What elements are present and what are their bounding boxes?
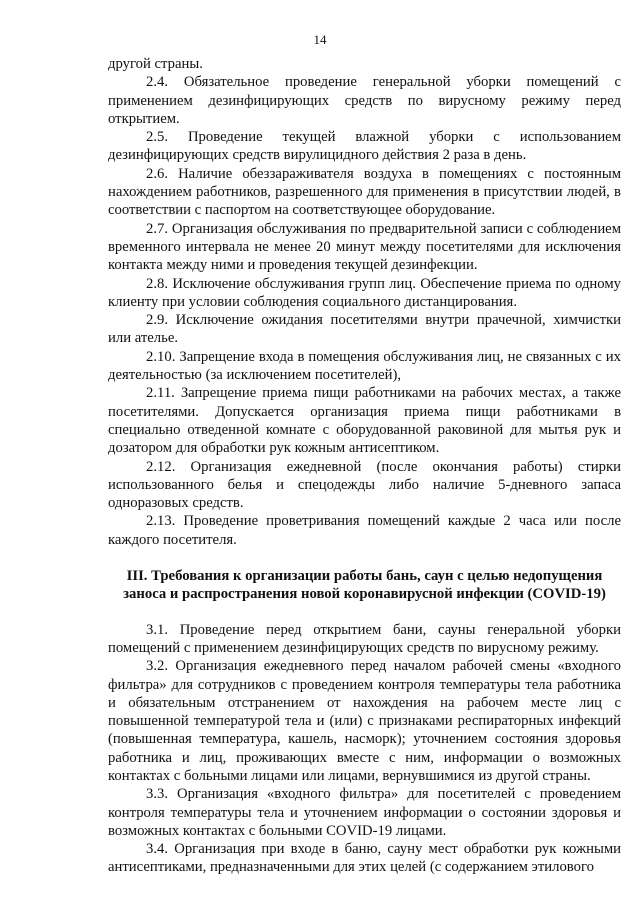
document-body	[108, 55, 621, 877]
paragraph-2-6: 2.6. Наличие обеззараживателя воздуха в помещениях с постоянным нахождением работников, разрешенного для применения в присутствии людей, в соответствии с паспортом на соответствующее оборудование.	[108, 165, 621, 219]
section-heading: III. Требования к организации работы бань, саун с целью недопущения заноса и распространения новой коронавирусной инфекции (COVID-19)	[123, 568, 606, 603]
paragraph-2-12: 2.12. Организация ежедневной (после окончания работы) стирки использованного белья и спецодежды либо наличие 5-дневного запаса одноразовых средств.	[108, 458, 621, 512]
paragraph-2-8: 2.8. Исключение обслуживания групп лиц. Обеспечение приема по одному клиенту при условии соблюдения социального дистанцирования.	[108, 275, 621, 310]
paragraph-2-11: 2.11. Запрещение приема пищи работниками на рабочих местах, а также посетителями. Допускается организация приема пищи работниками в специально отведенной комнате с оборудованной раковиной для мытья рук и дозатором для обработки рук кожным антисептиком.	[108, 385, 621, 457]
paragraph-2-4: 2.4. Обязательное проведение генеральной уборки помещений с применением дезинфицирующих средств по вирусному режиму перед открытием.	[108, 74, 621, 127]
paragraph-3-3: 3.3. Организация «входного фильтра» для посетителей с проведением контроля температуры тела и уточнением информации о состоянии здоровья и возможных контактах с больными COVID-19 лицами.	[108, 786, 621, 839]
paragraph-2-7: 2.7. Организация обслуживания по предварительной записи с соблюдением временного интервала не менее 20 минут между посетителями для исключения контакта между ними и проведения текущей дезинфекции.	[108, 220, 621, 274]
paragraph-3-2: 3.2. Организация ежедневного перед началом рабочей смены «входного фильтра» для сотрудников с проведением контроля температуры тела работника и обязательным отстранением от нахождения на рабочем месте лиц с повышенной температурой тела и (или) с признаками респираторных инфекций (повышенная температура, кашель, насморк); уточнением состояния здоровья работника и лиц, проживающих вместе с ним, информации о возможных контактах с больными лицами или лицами, вернувшимися из другой страны.	[108, 658, 621, 784]
paragraph-2-10: 2.10. Запрещение входа в помещения обслуживания лиц, не связанных с их деятельностью (за исключением посетителей),	[108, 348, 621, 384]
paragraph-2-9: 2.9. Исключение ожидания посетителями внутри прачечной, химчистки или ателье.	[108, 312, 621, 347]
paragraph-2-5: 2.5. Проведение текущей влажной уборки с использованием дезинфицирующих средств вирулицидного действия 2 раза в день.	[108, 129, 621, 164]
paragraph-2-13: 2.13. Проведение проветривания помещений каждые 2 часа или после каждого посетителя.	[108, 513, 621, 548]
paragraph-continuation: другой страны.	[108, 56, 203, 72]
paragraph-3-1: 3.1. Проведение перед открытием бани, сауны генеральной уборки помещений с применением дезинфицирующих средств по вирусному режиму.	[108, 621, 621, 656]
paragraph-3-4: 3.4. Организация при входе в баню, сауну мест обработки рук кожными антисептиками, предназначенными для этих целей (с содержанием этилового	[108, 841, 621, 876]
page-number: 14	[313, 32, 327, 47]
